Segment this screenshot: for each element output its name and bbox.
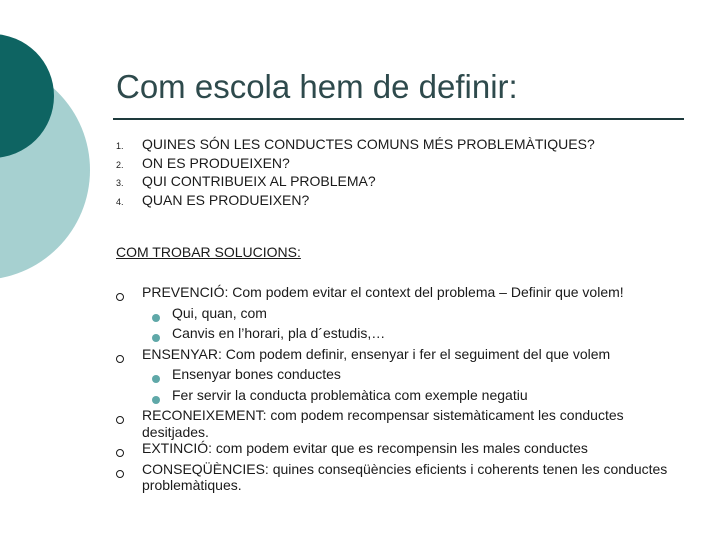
slide-title: Com escola hem de definir: — [116, 68, 518, 105]
title-divider — [113, 118, 684, 120]
ring-bullet-icon — [116, 284, 142, 305]
sub-bullet-item — [126, 366, 676, 387]
bullet-item — [116, 440, 676, 461]
decorative-circles — [0, 0, 120, 300]
bullet-term: ENSENYAR — [142, 345, 218, 362]
sub-bullet-item — [126, 305, 676, 326]
sub-bullet-text: Ensenyar bones conductes — [172, 366, 341, 382]
dot-bullet-icon — [152, 387, 172, 408]
bullet-text: : quines conseqüències eficients i coherents tenen les conductes problemàtiques. — [142, 460, 668, 493]
sub-bullet-item — [126, 325, 676, 346]
bullet-text: : com podem evitar que es recompensin les males conductes — [208, 440, 588, 456]
bullet-text: : com podem recompensar sistemàticament les conductes desitjades. — [142, 407, 624, 440]
numbered-item — [116, 155, 676, 174]
item-number: 4. — [116, 196, 124, 207]
item-text: ON ES PRODUEIXEN? — [142, 154, 290, 171]
numbered-item — [116, 136, 676, 155]
numbered-item — [116, 173, 676, 192]
dot-bullet-icon — [152, 305, 172, 326]
bullet-item — [116, 346, 676, 367]
bullet-text: : Com podem evitar el context del problema – Definir que volem! — [224, 284, 624, 300]
sub-bullet-item — [126, 387, 676, 408]
ring-bullet-icon — [116, 440, 142, 461]
item-text: QUI CONTRIBUEIX AL PROBLEMA? — [142, 173, 376, 189]
dot-bullet-icon — [152, 366, 172, 387]
bullet-item — [116, 284, 676, 305]
numbered-item — [116, 192, 676, 211]
item-number: 1. — [116, 141, 124, 151]
sub-bullet-text: Fer servir la conducta problemàtica com exemple negatiu — [172, 386, 528, 403]
dot-bullet-icon — [152, 325, 172, 346]
ring-bullet-icon — [116, 346, 142, 367]
item-text: QUAN ES PRODUEIXEN? — [142, 191, 310, 208]
bullet-text: : Com podem definir, ensenyar i fer el seguiment del que volem — [217, 345, 611, 362]
sub-bullet-text: Qui, quan, com — [172, 304, 267, 321]
section-heading: COM TROBAR SOLUCIONS: — [116, 244, 301, 260]
bullet-list — [116, 284, 676, 494]
bullet-item — [116, 407, 676, 440]
item-text: QUINES SÓN LES CONDUCTES COMUNS MÉS PROBLEMÀTIQUES? — [142, 136, 595, 152]
bullet-term: CONSEQÜÈNCIES — [142, 460, 265, 477]
item-number: 2. — [116, 159, 124, 170]
item-number: 3. — [116, 178, 124, 188]
numbered-list — [116, 136, 676, 210]
bullet-term: PREVENCIÓ — [142, 284, 225, 300]
ring-bullet-icon — [116, 407, 142, 440]
bullet-term: RECONEIXEMENT — [142, 407, 263, 423]
bullet-term: EXTINCIÓ — [142, 440, 209, 456]
sub-bullet-text: Canvis en l’horari, pla d´estudis,… — [172, 325, 386, 341]
bullet-item — [116, 461, 676, 494]
ring-bullet-icon — [116, 461, 142, 494]
